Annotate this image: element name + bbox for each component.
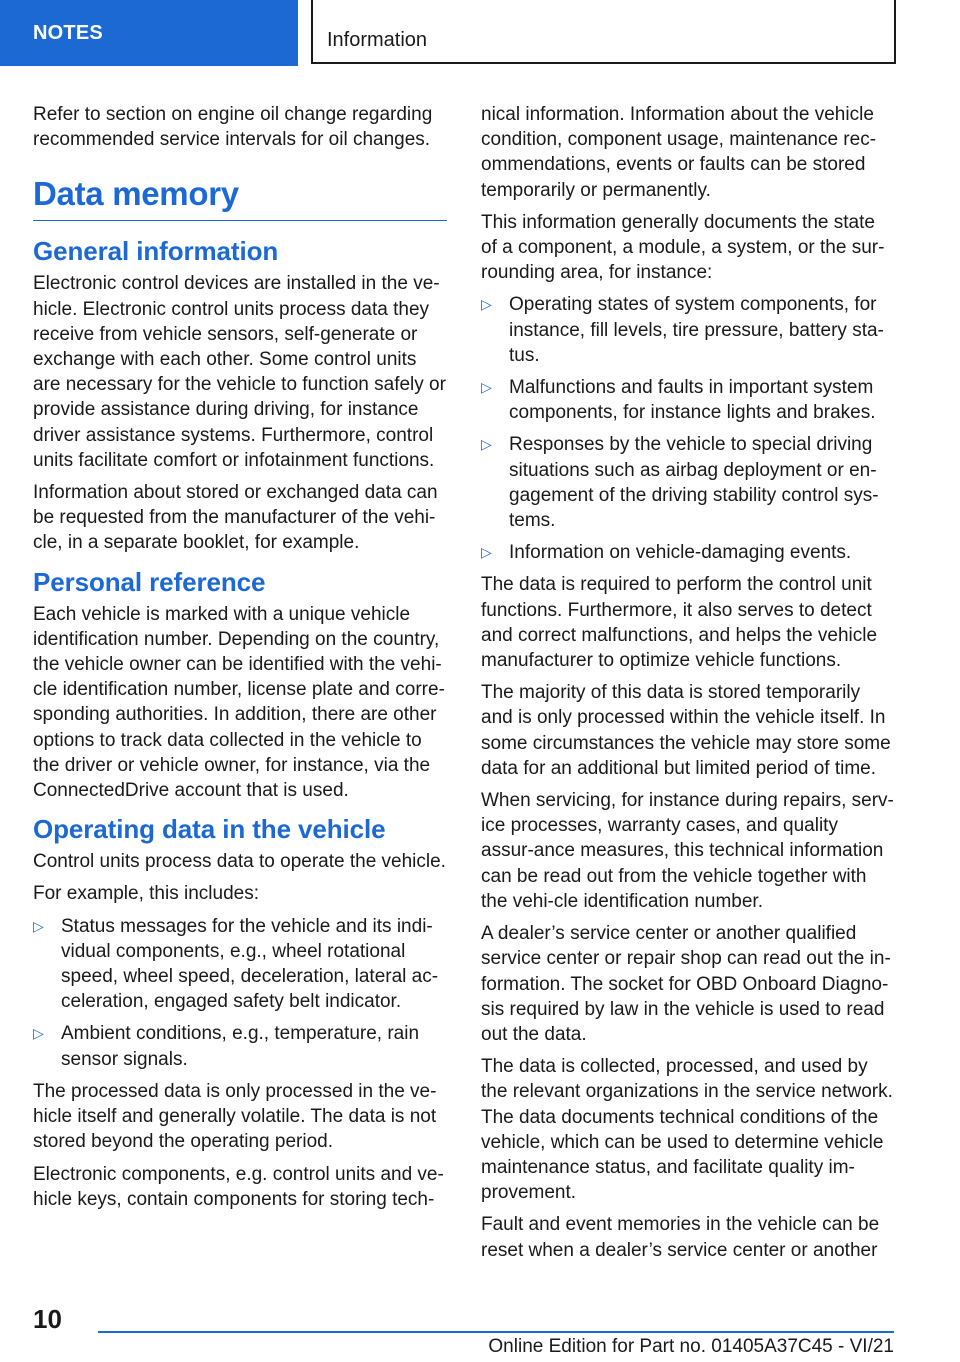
list-item xyxy=(481,540,895,565)
paragraph: The data is required to perform the control unit functions. Furthermore, it also serves to detect and correct malfunctions, and helps the vehicle manufacturer to optimize vehicle functions. xyxy=(481,574,878,672)
paragraph: The data is collected, processed, and used by the relevant organizations in the service network. The data documents technical conditions of the vehicle, which can be used to determine vehicle maintenance status, and facilitate quality im‐provement. xyxy=(481,1056,893,1204)
bullet-list xyxy=(481,292,895,565)
paragraph: This information generally documents the state of a component, a module, a system, or the sur‐rounding area, for instance: xyxy=(481,211,885,284)
page-header xyxy=(0,0,960,66)
subheading-general-information: General information xyxy=(33,236,279,267)
paragraph: Information about stored or exchanged data can be requested from the manufacturer of the vehi‐cle, in a separate booklet, for example. xyxy=(33,482,438,554)
triangle-right-outline-icon: ▷ xyxy=(481,544,492,561)
triangle-right-outline-icon: ▷ xyxy=(33,1025,44,1042)
paragraph: A dealer’s service center or another qualified service center or repair shop can read out the in‐formation. The socket for OBD Onboard Diagno‐sis required by law in the vehicle is used to read out the data. xyxy=(481,923,891,1045)
list-item xyxy=(33,1021,447,1071)
section-tab-notes: NOTES xyxy=(0,0,298,66)
paragraph: nical information. Information about the vehicle condition, component usage, maintenance rec‐ommendations, events or faults can be stored temporarily or permanently. xyxy=(481,104,877,201)
bullet-list xyxy=(33,914,447,1072)
list-item-text: Responses by the vehicle to special driving situations such as airbag deployment or en‐gagement of the driving stability control sys‐tems. xyxy=(509,434,879,532)
paragraph: Fault and event memories in the vehicle can be reset when a dealer’s service center or another xyxy=(481,1214,880,1261)
footer-divider xyxy=(98,1331,894,1333)
list-item xyxy=(481,432,895,533)
right-column xyxy=(481,102,895,1270)
paragraph: The majority of this data is stored temporarily and is only processed within the vehicle itself. In some circumstances the vehicle may store some data for an additional but limited period of time. xyxy=(481,682,891,779)
paragraph: Each vehicle is marked with a unique vehicle identification number. Depending on the country, the vehicle owner can be identified with the vehi‐cle identification number, license plate and corre‐sponding authorities. In addition, there are other options to track data collected in the vehicle to the driver or vehicle owner, for instance, via the ConnectedDrive account that is used. xyxy=(33,603,445,802)
list-item-text: Operating states of system components, for instance, fill levels, tire pressure, battery sta‐tus. xyxy=(509,294,884,366)
page-number: 10 xyxy=(33,1304,62,1334)
paragraph: When servicing, for instance during repairs, serv‐ice processes, warranty cases, and quality assur‐ance measures, this technical information can be read out from the vehicle together with the vehi‐cle identification number. xyxy=(481,790,894,912)
list-item-text: Information on vehicle-damaging events. xyxy=(509,542,852,564)
list-item-text: Malfunctions and faults in important system components, for instance lights and brakes. xyxy=(509,377,876,424)
section-heading-data-memory: Data memory xyxy=(33,174,447,221)
triangle-right-outline-icon: ▷ xyxy=(33,917,44,934)
list-item xyxy=(481,375,895,425)
intro-paragraph: Refer to section on engine oil change regarding recommended service intervals for oil changes. xyxy=(33,104,433,151)
chapter-tab-information xyxy=(311,0,896,64)
triangle-right-outline-icon: ▷ xyxy=(481,436,492,453)
list-item-text: Ambient conditions, e.g., temperature, rain sensor signals. xyxy=(61,1023,420,1070)
footer-edition: Online Edition for Part no. 01405A37C45 - VI/21 xyxy=(488,1336,894,1357)
paragraph: For example, this includes: xyxy=(33,883,259,905)
chapter-tab-label: Information xyxy=(327,29,428,51)
triangle-right-outline-icon: ▷ xyxy=(481,296,492,313)
paragraph: Electronic components, e.g. control units and ve‐hicle keys, contain components for storing tech‐ xyxy=(33,1163,444,1210)
list-item xyxy=(481,292,895,368)
paragraph: Electronic control devices are installed in the ve‐hicle. Electronic control units process data they receive from vehicle sensors, self-generate or exchange with each other. Some control units are necessary for the vehicle to function safely or provide assistance during driving, for instance driver assistance systems. Furthermore, control units facilitate comfort or infotainment functions. xyxy=(33,273,446,471)
subheading-personal-reference: Personal reference xyxy=(33,566,266,597)
paragraph: The processed data is only processed in the ve‐hicle itself and generally volatile. The data is not stored beyond the operating period. xyxy=(33,1080,437,1153)
triangle-right-outline-icon: ▷ xyxy=(481,379,492,396)
list-item-text: Status messages for the vehicle and its indi‐vidual components, e.g., wheel rotational speed, wheel speed, deceleration, lateral ac‐celeration, engaged safety belt indicator. xyxy=(61,915,439,1013)
left-column xyxy=(33,102,447,1219)
subheading-operating-data: Operating data in the vehicle xyxy=(33,814,386,845)
paragraph: Control units process data to operate the vehicle. xyxy=(33,851,446,873)
list-item xyxy=(33,914,447,1015)
